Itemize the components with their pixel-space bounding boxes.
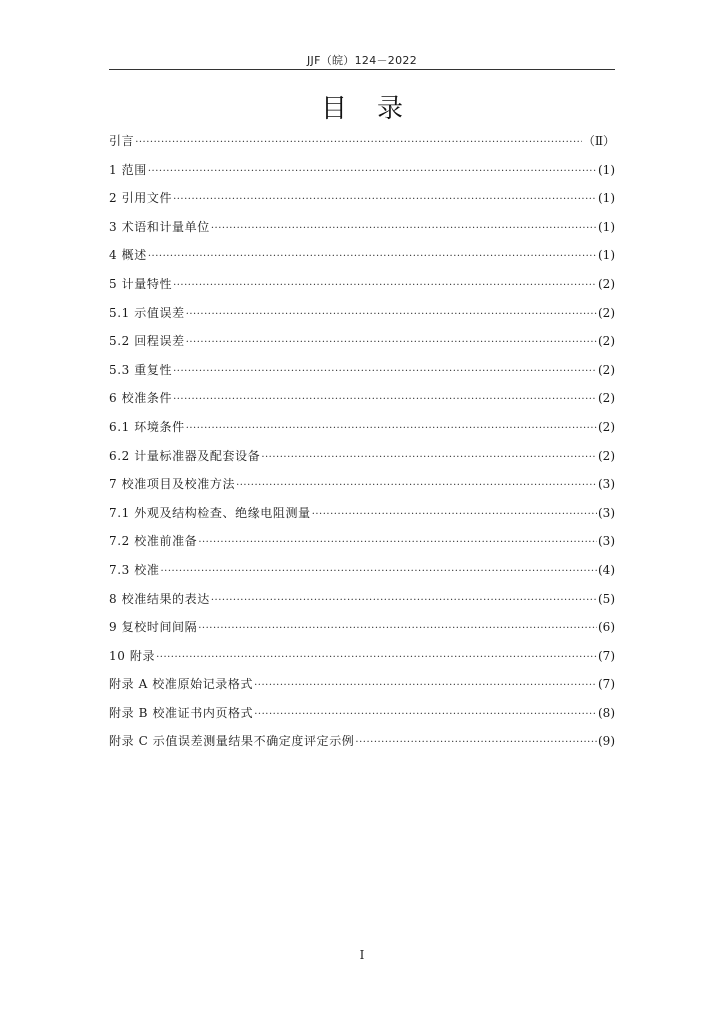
toc-entry-page: （Ⅱ） (582, 134, 615, 148)
dot-leader (161, 558, 598, 587)
dot-leader (211, 587, 597, 616)
dot-leader (198, 615, 597, 644)
toc-entry[interactable] (109, 413, 615, 442)
toc-entry[interactable] (109, 499, 615, 528)
toc-entry-page: (2) (598, 419, 615, 434)
toc-entry[interactable] (109, 241, 615, 270)
toc-entry-label: 10 附录 (109, 648, 156, 663)
toc-entry-label: 附录 C 示值误差测量结果不确定度评定示例 (109, 734, 355, 749)
dot-leader (148, 158, 597, 187)
dot-leader (186, 301, 597, 330)
toc-entry-label: 7.3 校准 (109, 562, 160, 577)
dot-leader (186, 329, 597, 358)
toc-entry[interactable] (109, 156, 615, 185)
dot-leader (173, 186, 597, 215)
toc-entry-page: (7) (598, 648, 615, 663)
toc-entry-page: (3) (598, 477, 615, 492)
page-header-standard-code: JJF（皖）124－2022 (306, 54, 417, 67)
toc-entry-page: (4) (598, 562, 615, 577)
toc-entry-page: (2) (598, 276, 615, 291)
toc-entry[interactable] (109, 613, 615, 642)
toc-entry-label: 5.2 回程误差 (109, 334, 185, 349)
dot-leader (211, 215, 597, 244)
toc-entry-label: 附录 B 校准证书内页格式 (109, 705, 254, 720)
toc-entry-page: (9) (598, 734, 615, 749)
toc-entry[interactable] (109, 556, 615, 585)
page-number: I (359, 948, 365, 962)
toc-entry[interactable] (109, 470, 615, 499)
toc-entry-label: 6 校准条件 (109, 391, 173, 406)
dot-leader (254, 672, 597, 701)
toc-entry-page: (2) (598, 391, 615, 406)
toc-entry[interactable] (109, 213, 615, 242)
toc-entry[interactable] (109, 585, 615, 614)
toc-entry-page: (3) (598, 505, 615, 520)
dot-leader (236, 472, 597, 501)
dot-leader (173, 386, 597, 415)
dot-leader (173, 358, 597, 387)
toc-entry-label: 3 术语和计量单位 (109, 219, 210, 234)
toc-entry-label: 4 概述 (109, 248, 147, 263)
toc-entry[interactable] (109, 727, 615, 756)
dot-leader (156, 644, 597, 673)
table-of-contents (109, 127, 615, 756)
toc-title-char-2: 录 (377, 94, 404, 124)
toc-title-char-1: 目 (320, 94, 347, 124)
toc-entry[interactable] (109, 442, 615, 471)
toc-entry-page: (2) (598, 448, 615, 463)
toc-entry-label: 9 复校时间间隔 (109, 620, 198, 635)
dot-leader (186, 415, 597, 444)
toc-entry-label: 1 范围 (109, 162, 147, 177)
toc-entry-label: 7 校准项目及校准方法 (109, 477, 236, 492)
dot-leader (312, 501, 597, 530)
toc-entry-page: (3) (598, 534, 615, 549)
toc-entry-page: (8) (598, 705, 615, 720)
toc-entry[interactable] (109, 642, 615, 671)
dot-leader (135, 129, 582, 158)
toc-entry[interactable] (109, 184, 615, 213)
toc-entry[interactable] (109, 270, 615, 299)
dot-leader (261, 444, 597, 473)
toc-entry-label: 8 校准结果的表达 (109, 591, 210, 606)
toc-entry[interactable] (109, 127, 615, 156)
toc-entry-label: 7.2 校准前准备 (109, 534, 198, 549)
toc-entry-label: 5.1 示值误差 (109, 305, 185, 320)
toc-entry-page: (2) (598, 334, 615, 349)
toc-entry[interactable] (109, 384, 615, 413)
toc-entry-label: 5.3 重复性 (109, 362, 173, 377)
toc-entry[interactable] (109, 327, 615, 356)
header-divider (109, 69, 615, 70)
toc-entry-label: 6.2 计量标准器及配套设备 (109, 448, 261, 463)
toc-entry[interactable] (109, 699, 615, 728)
toc-entry-page: (7) (598, 677, 615, 692)
toc-entry[interactable] (109, 527, 615, 556)
dot-leader (355, 729, 597, 758)
dot-leader (254, 701, 597, 730)
toc-entry-page: (1) (598, 219, 615, 234)
toc-entry-page: (5) (598, 591, 615, 606)
toc-title (0, 88, 724, 125)
toc-entry[interactable] (109, 299, 615, 328)
toc-entry-page: (2) (598, 305, 615, 320)
toc-entry-label: 引言 (109, 134, 135, 148)
dot-leader (173, 272, 597, 301)
toc-entry-page: (2) (598, 362, 615, 377)
toc-entry-label: 5 计量特性 (109, 276, 173, 291)
toc-entry-label: 7.1 外观及结构检查、绝缘电阻测量 (109, 505, 311, 520)
toc-entry-label: 6.1 环境条件 (109, 419, 185, 434)
dot-leader (198, 529, 597, 558)
toc-entry[interactable] (109, 356, 615, 385)
toc-entry-label: 附录 A 校准原始记录格式 (109, 677, 254, 692)
toc-entry-page: (1) (598, 248, 615, 263)
toc-entry-page: (1) (598, 162, 615, 177)
toc-entry-label: 2 引用文件 (109, 191, 173, 206)
toc-entry[interactable] (109, 670, 615, 699)
toc-entry-page: (6) (598, 620, 615, 635)
dot-leader (148, 243, 597, 272)
toc-entry-page: (1) (598, 191, 615, 206)
